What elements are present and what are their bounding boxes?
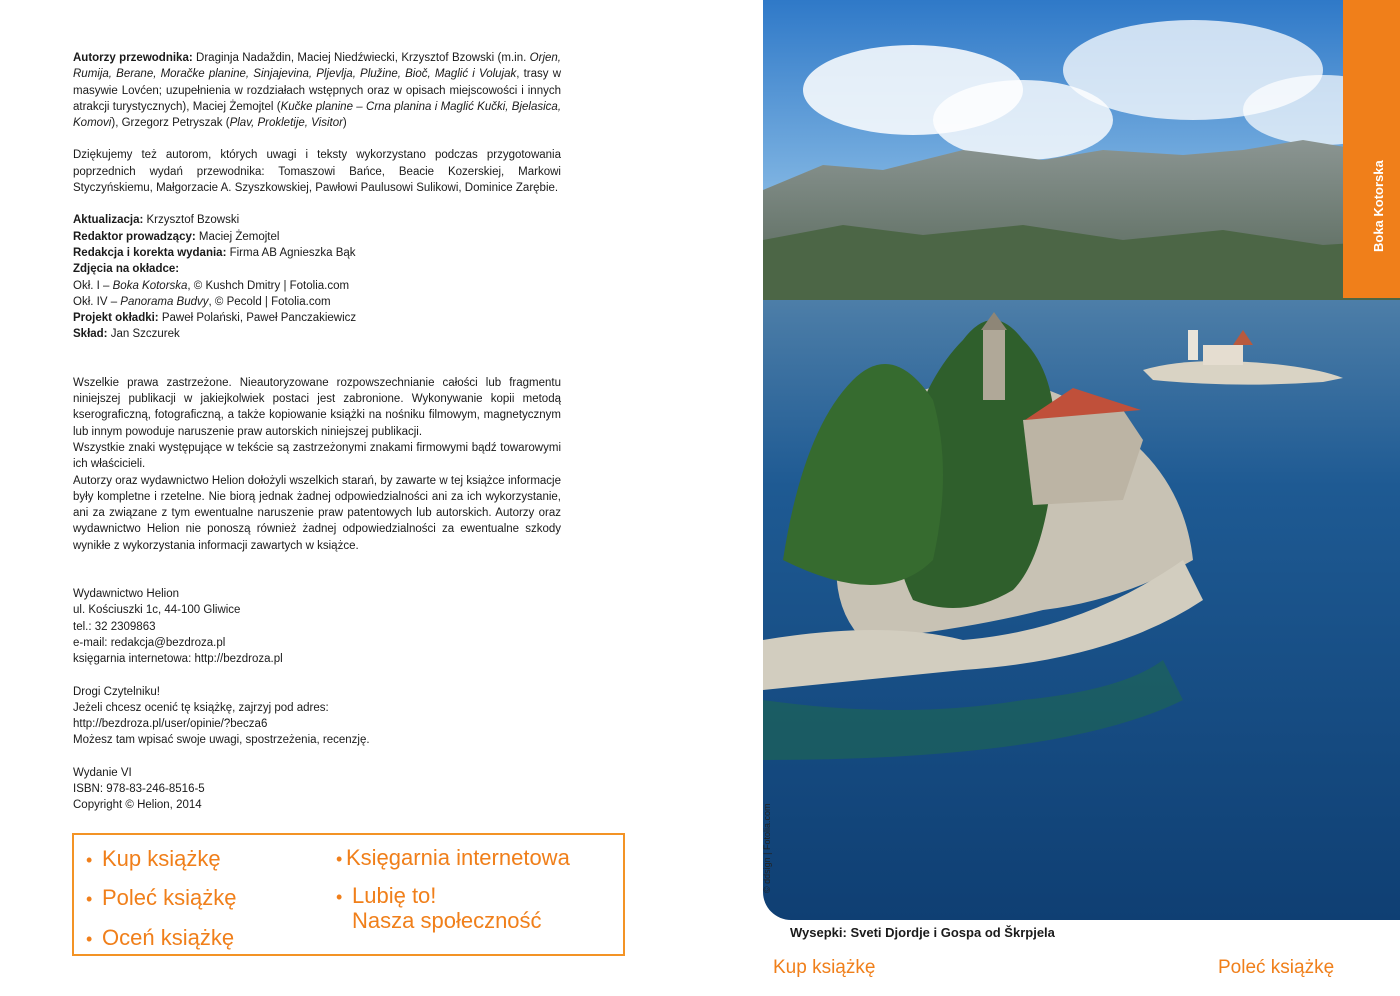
recommend-book-link[interactable]: • Poleć książkę xyxy=(86,885,237,910)
footer-recommend-link[interactable]: Poleć książkę xyxy=(1218,957,1335,978)
publisher-phone: tel.: 32 2309863 xyxy=(73,620,156,633)
island-photo-illustration xyxy=(763,0,1400,920)
photo-caption: Wysepki: Sveti Djordje i Gospa od Škrpjela xyxy=(790,925,1055,940)
rate-book-link[interactable]: • Oceń książkę xyxy=(86,925,235,950)
online-bookstore-link[interactable]: • Księgarnia internetowa xyxy=(336,845,570,870)
right-page xyxy=(700,0,1400,996)
buy-links-box xyxy=(72,833,625,956)
edition-number: Wydanie VI xyxy=(73,766,132,779)
reader-line-2: Możesz tam wpisać swoje uwagi, spostrzeżenia, recenzję. xyxy=(73,734,370,747)
rights-paragraph-1: Wszelkie prawa zastrzeżone. Nieautoryzowane rozpowszechnianie całości lub fragmentu niniejszej publikacji w jakiejkolwiek postaci jest zabronione. Wykonywanie kopii metodą kserograficzną, fotograficzną, a także kopiowanie książki na nośniku filmowym, magnetycznym lub innym powoduje naruszenie praw autorskich niniejszej publikacji. xyxy=(73,376,561,438)
credit-editor: Redaktor prowadzący: Maciej Żemojtel xyxy=(73,230,280,243)
thanks-paragraph: Dziękujemy też autorom, których uwagi i teksty wykorzystano podczas przygotowania poprzednich wydań przewodnika: Tomaszowi Bańce, Beacie Kozerskiej, Markowi Styczyńskiemu, Małgorzacie A. Szyszkowskiej, Pawłowi Paulusowi Sulikowi, Dominice Zarębie. xyxy=(73,149,561,195)
credit-cover-design: Projekt okładki: Paweł Polański, Paweł Panczakiewicz xyxy=(73,312,357,325)
section-tab-label: Boka Kotorska xyxy=(1371,160,1386,252)
reader-line-1: Jeżeli chcesz ocenić tę książkę, zajrzyj pod adres: xyxy=(73,701,329,714)
credit-photo-cover-4: Okł. IV – Panorama Budvy, © Pecold | Fotolia.com xyxy=(73,295,331,308)
publisher-name: Wydawnictwo Helion xyxy=(73,588,179,601)
bay-photo xyxy=(763,0,1400,920)
authors-paragraph: Autorzy przewodnika: Draginja Nadaždin, Maciej Niedźwiecki, Krzysztof Bzowski (m.in. Orjen, Rumija, Berane, Moračke planine, Sinjajevina, Pljevlja, Plužine, Bioč, Maglić i Volujak, trasy w masywie Lovćen; uzupełnienia w rozdziałach wstępnych oraz w opisach miejscowości i innych atrakcji turystycznych), Maciej Żemojtel (Kučke planine – Crna planina i Maglić Kučki, Bjelasica, Komovi), Grzegorz Petryszak (Plav, Prokletije, Visitor) xyxy=(73,52,562,130)
credit-proofreading: Redakcja i korekta wydania: Firma AB Agnieszka Bąk xyxy=(73,246,356,259)
isbn: ISBN: 978-83-246-8516-5 xyxy=(73,782,205,795)
copyright: Copyright © Helion, 2014 xyxy=(73,799,202,812)
photo-credit: © ddsign | Fotolia.com xyxy=(762,803,772,893)
publisher-shop[interactable]: księgarnia internetowa: http://bezdroza.pl xyxy=(73,653,283,666)
credit-typesetting: Skład: Jan Szczurek xyxy=(73,328,180,341)
credit-photos-label: Zdjęcia na okładce: xyxy=(73,263,180,276)
reader-greeting: Drogi Czytelniku! xyxy=(73,685,160,698)
reader-url[interactable]: http://bezdroza.pl/user/opinie/?becza6 xyxy=(73,718,268,731)
rights-paragraph-3: Autorzy oraz wydawnictwo Helion dołożyli wszelkich starań, by zawarte w tej książce informacje były kompletne i rzetelne. Nie biorą jednak żadnej odpowiedzialności ani za ich wykorzystanie, ani za związane z tym ewentualne naruszenie praw patentowych lub autorskich. Autorzy oraz wydawnictwo Helion nie ponoszą również żadnej odpowiedzialności za ewentualne szkody wynikłe z wykorzystania informacji zawartych w książce. xyxy=(73,474,561,552)
imprint-text xyxy=(73,50,561,814)
community-link[interactable]: • Lubię to! Nasza społeczność xyxy=(336,883,542,933)
rights-paragraph-2: Wszystkie znaki występujące w tekście są zastrzeżonymi znakami firmowymi bądź towarowymi ich właścicieli. xyxy=(73,441,561,471)
publisher-address: ul. Kościuszki 1c, 44-100 Gliwice xyxy=(73,604,241,617)
credit-photo-cover-1: Okł. I – Boka Kotorska, © Kushch Dmitry | Fotolia.com xyxy=(73,279,350,292)
credit-update: Aktualizacja: Krzysztof Bzowski xyxy=(73,214,240,227)
buy-book-link[interactable]: • Kup książkę xyxy=(86,846,221,871)
publisher-email[interactable]: e-mail: redakcja@bezdroza.pl xyxy=(73,636,226,649)
section-tab xyxy=(1343,0,1400,298)
footer-buy-link[interactable]: Kup książkę xyxy=(773,957,876,978)
authors-label: Autorzy przewodnika: xyxy=(73,52,193,64)
